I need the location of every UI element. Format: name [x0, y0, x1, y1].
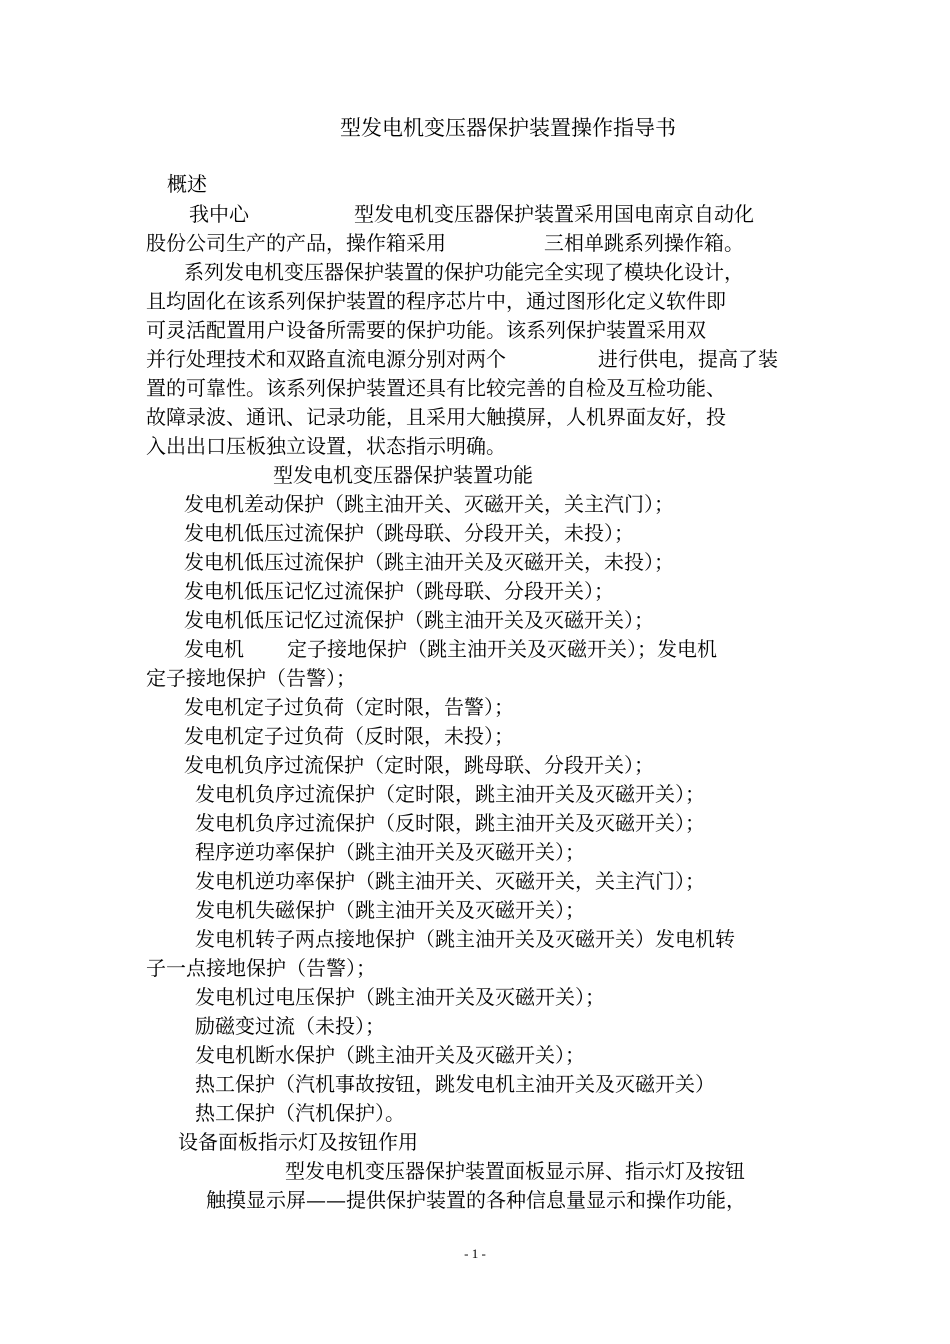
- list-item: 发电机逆功率保护（跳主油开关、灭磁开关，关主汽门）；: [195, 869, 705, 893]
- document-title: 型发电机变压器保护装置操作指导书: [340, 116, 676, 140]
- list-item: 发电机断水保护（跳主油开关及灭磁开关）；: [195, 1043, 585, 1067]
- list-item: 发电机低压过流保护（跳母联、分段开关，未投）；: [184, 521, 634, 545]
- list-item: 发电机负序过流保护（定时限，跳母联、分段开关）；: [184, 753, 654, 777]
- list-item: 发电机负序过流保护（反时限，跳主油开关及灭磁开关）；: [195, 811, 705, 835]
- list-item: 发电机过电压保护（跳主油开关及灭磁开关）；: [195, 985, 605, 1009]
- list-item: 发电机转子两点接地保护（跳主油开关及灭磁开关）发电机转: [195, 927, 735, 951]
- paragraph-line: 三相单跳系列操作箱。: [544, 231, 744, 255]
- page-number: - 1 -: [464, 1246, 486, 1261]
- section-heading-overview: 概述: [167, 172, 207, 196]
- paragraph-line: 入出出口压板独立设置，状态指示明确。: [146, 434, 506, 458]
- list-item: 定子接地保护（告警）；: [146, 666, 356, 690]
- paragraph-line: 股份公司生产的产品，操作箱采用: [146, 231, 446, 255]
- paragraph-line: 系列发电机变压器保护装置的保护功能完全实现了模块化设计，: [184, 260, 744, 284]
- list-item: 励磁变过流（未投）；: [195, 1014, 385, 1038]
- list-item: 发电机定子过负荷（定时限，告警）；: [184, 695, 514, 719]
- list-item: 热工保护（汽机事故按钮，跳发电机主油开关及灭磁开关）: [195, 1072, 715, 1096]
- paragraph-line: 我中心: [189, 202, 249, 226]
- list-item: 定子接地保护（跳主油开关及灭磁开关）；发电机: [287, 637, 717, 661]
- paragraph-line: 可灵活配置用户设备所需要的保护功能。该系列保护装置采用双: [146, 318, 706, 342]
- list-item: 发电机定子过负荷（反时限，未投）；: [184, 724, 514, 748]
- list-item: 发电机低压记忆过流保护（跳主油开关及灭磁开关）；: [184, 608, 654, 632]
- list-item: 发电机低压过流保护（跳主油开关及灭磁开关，未投）；: [184, 550, 674, 574]
- list-item: 发电机: [184, 637, 244, 661]
- paragraph-line: 且均固化在该系列保护装置的程序芯片中，通过图形化定义软件即: [146, 289, 726, 313]
- paragraph-line: 型发电机变压器保护装置面板显示屏、指示灯及按钮: [285, 1159, 745, 1183]
- list-item: 发电机差动保护（跳主油开关、灭磁开关，关主汽门）；: [184, 492, 674, 516]
- paragraph-line: 进行供电，提高了装: [598, 347, 778, 371]
- list-item: 子一点接地保护（告警）；: [146, 956, 376, 980]
- paragraph-line: 故障录波、通讯、记录功能，且采用大触摸屏，人机界面友好，投: [146, 405, 726, 429]
- paragraph-line: 型发电机变压器保护装置采用国电南京自动化: [354, 202, 754, 226]
- paragraph-line: 置的可靠性。该系列保护装置还具有比较完善的自检及互检功能、: [146, 376, 726, 400]
- paragraph-line: 并行处理技术和双路直流电源分别对两个: [146, 347, 506, 371]
- section-heading-functions: 型发电机变压器保护装置功能: [273, 463, 533, 487]
- list-item: 程序逆功率保护（跳主油开关及灭磁开关）；: [195, 840, 585, 864]
- section-heading-panel: 设备面板指示灯及按钮作用: [178, 1130, 418, 1154]
- list-item: 热工保护（汽机保护）。: [195, 1101, 405, 1125]
- list-item: 发电机失磁保护（跳主油开关及灭磁开关）；: [195, 898, 585, 922]
- list-item: 发电机负序过流保护（定时限，跳主油开关及灭磁开关）；: [195, 782, 705, 806]
- paragraph-line: 触摸显示屏——提供保护装置的各种信息量显示和操作功能，: [206, 1188, 746, 1212]
- list-item: 发电机低压记忆过流保护（跳母联、分段开关）；: [184, 579, 614, 603]
